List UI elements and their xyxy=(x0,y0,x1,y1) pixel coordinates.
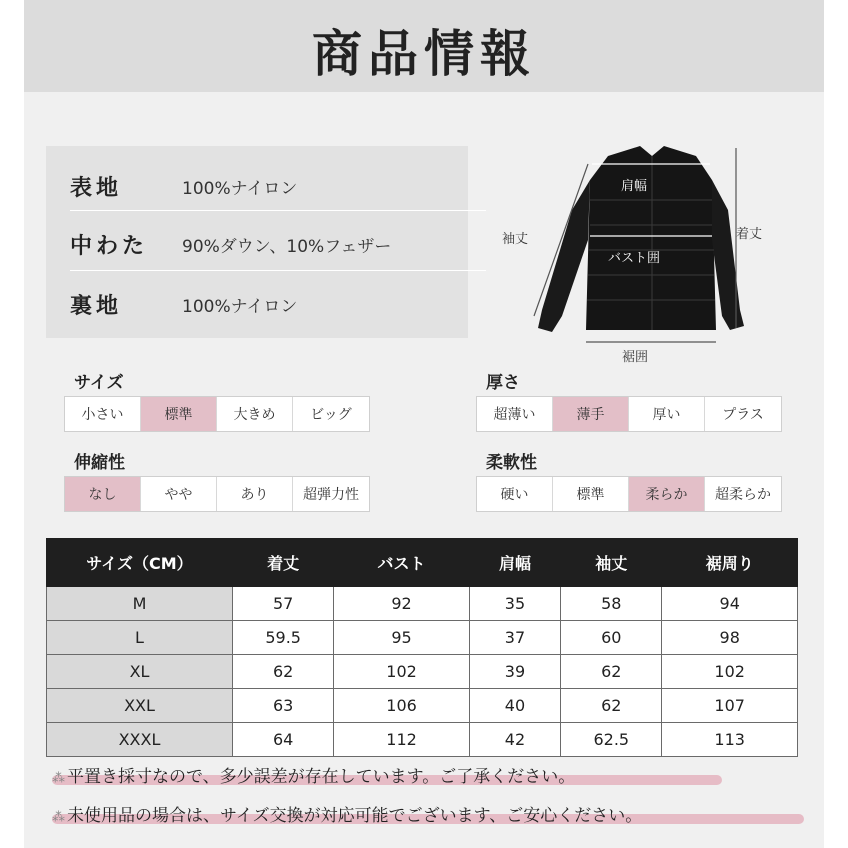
column-header: 肩幅 xyxy=(469,539,560,587)
material-row-lining xyxy=(70,274,450,334)
asterisk-icon: ⁂ xyxy=(52,771,65,786)
table-cell: 59.5 xyxy=(233,621,334,655)
thickness-option-selected: 薄手 xyxy=(553,397,629,431)
size-cell: L xyxy=(47,621,233,655)
softness-options xyxy=(476,476,782,512)
hem-label: 裾囲 xyxy=(622,350,649,365)
material-label: 裏地 xyxy=(70,293,123,319)
material-value: 100%ナイロン xyxy=(182,178,298,199)
stretch-title: 伸縮性 xyxy=(74,453,125,473)
table-cell: 107 xyxy=(662,689,798,723)
table-cell: 112 xyxy=(334,723,470,757)
material-value: 90%ダウン、10%フェザー xyxy=(182,236,392,257)
size-option: 大きめ xyxy=(217,397,293,431)
table-cell: 57 xyxy=(233,587,334,621)
thickness-option: 超薄い xyxy=(477,397,553,431)
size-cell: XXL xyxy=(47,689,233,723)
divider xyxy=(70,270,486,271)
column-header: サイズ（CM） xyxy=(47,539,233,587)
thickness-options xyxy=(476,396,782,432)
table-cell: 37 xyxy=(469,621,560,655)
table-row xyxy=(47,655,798,689)
table-cell: 39 xyxy=(469,655,560,689)
table-cell: 98 xyxy=(662,621,798,655)
material-label: 中わた xyxy=(70,233,149,259)
material-row-filling xyxy=(70,214,450,274)
jacket-measurement-diagram xyxy=(490,140,800,370)
shoulder-label: 肩幅 xyxy=(621,179,648,194)
table-cell: 95 xyxy=(334,621,470,655)
table-cell: 62 xyxy=(233,655,334,689)
size-option: ビッグ xyxy=(310,407,352,423)
size-cell: XXXL xyxy=(47,723,233,757)
note-measurement xyxy=(52,762,575,787)
note-text: 平置き採寸なので、多少誤差が存在しています。ご了承ください。 xyxy=(67,767,576,787)
table-cell: 62 xyxy=(561,689,662,723)
material-panel xyxy=(46,146,468,338)
table-cell: 94 xyxy=(662,587,798,621)
size-option: 小さい xyxy=(65,397,141,431)
softness-option-selected: 柔らか xyxy=(629,477,705,511)
stretch-option: やや xyxy=(141,477,217,511)
sleeve-label: 袖丈 xyxy=(502,232,529,247)
note-text: 未使用品の場合は、サイズ交換が対応可能でございます、ご安心ください。 xyxy=(67,806,643,826)
length-label: 着丈 xyxy=(736,227,763,242)
table-cell: 40 xyxy=(469,689,560,723)
size-cell: XL xyxy=(47,655,233,689)
size-options xyxy=(64,396,370,432)
table-cell: 102 xyxy=(334,655,470,689)
table-row xyxy=(47,587,798,621)
softness-option: 超柔らか xyxy=(715,487,771,503)
material-value: 100%ナイロン xyxy=(182,296,298,317)
table-cell: 42 xyxy=(469,723,560,757)
size-chart-table xyxy=(46,538,798,757)
column-header: 着丈 xyxy=(233,539,334,587)
bust-label: バスト囲 xyxy=(608,251,661,266)
softness-option: 硬い xyxy=(477,477,553,511)
softness-title: 柔軟性 xyxy=(486,453,537,473)
table-cell: 102 xyxy=(662,655,798,689)
divider xyxy=(70,210,486,211)
thickness-option: プラス xyxy=(722,407,764,423)
table-cell: 92 xyxy=(334,587,470,621)
table-cell: 58 xyxy=(561,587,662,621)
softness-option: 標準 xyxy=(553,477,629,511)
column-header: バスト xyxy=(334,539,470,587)
size-title: サイズ xyxy=(74,373,124,393)
stretch-option: あり xyxy=(217,477,293,511)
column-header: 袖丈 xyxy=(561,539,662,587)
table-cell: 60 xyxy=(561,621,662,655)
table-header-row xyxy=(47,539,798,587)
note-exchange xyxy=(52,801,642,826)
stretch-option-selected: なし xyxy=(65,477,141,511)
asterisk-icon: ⁂ xyxy=(52,810,65,825)
stretch-option: 超弾力性 xyxy=(303,487,359,503)
table-cell: 106 xyxy=(334,689,470,723)
header-banner xyxy=(24,0,824,92)
thickness-option: 厚い xyxy=(629,397,705,431)
page-title: 商品情報 xyxy=(312,25,536,83)
stretch-options xyxy=(64,476,370,512)
table-cell: 35 xyxy=(469,587,560,621)
column-header: 裾周り xyxy=(662,539,798,587)
table-cell: 64 xyxy=(233,723,334,757)
table-cell: 62.5 xyxy=(561,723,662,757)
table-cell: 113 xyxy=(662,723,798,757)
material-row-outer xyxy=(70,156,450,216)
table-cell: 62 xyxy=(561,655,662,689)
table-cell: 63 xyxy=(233,689,334,723)
size-cell: M xyxy=(47,587,233,621)
table-row xyxy=(47,689,798,723)
table-row xyxy=(47,723,798,757)
size-option-selected: 標準 xyxy=(141,397,217,431)
table-row xyxy=(47,621,798,655)
material-label: 表地 xyxy=(70,175,123,201)
thickness-title: 厚さ xyxy=(486,373,520,393)
